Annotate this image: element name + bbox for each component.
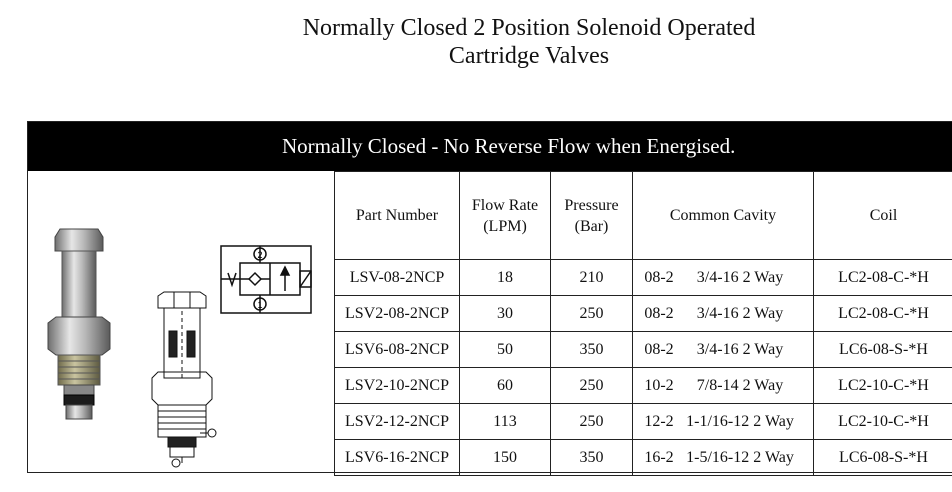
flow-rate-cell: 113 <box>460 404 551 440</box>
table-row <box>335 368 952 404</box>
cavity-code: 08-2 <box>644 340 674 358</box>
cavity-code: 10-2 <box>644 376 674 394</box>
cartridge-photo-icon <box>48 229 110 419</box>
port-2-label: 2 <box>257 250 263 260</box>
pressure-cell: 250 <box>551 296 633 332</box>
flow-rate-cell: 30 <box>460 296 551 332</box>
product-panel <box>27 121 952 473</box>
header-pressure-line1: Pressure <box>564 196 619 214</box>
pressure-cell: 250 <box>551 368 633 404</box>
cavity-code: 08-2 <box>644 268 674 286</box>
table-header-row <box>335 172 952 260</box>
header-part-number: Part Number <box>335 172 460 260</box>
coil-cell: LC2-10-C-*H <box>814 368 952 404</box>
pressure-cell: 250 <box>551 404 633 440</box>
table-row <box>335 260 952 296</box>
coil-cell: LC2-10-C-*H <box>814 404 952 440</box>
part-number-cell: LSV6-08-2NCP <box>335 332 460 368</box>
title-line-2: Cartridge Valves <box>448 43 610 69</box>
part-number-cell: LSV2-08-2NCP <box>335 296 460 332</box>
part-number-cell: LSV2-10-2NCP <box>335 368 460 404</box>
pressure-cell: 350 <box>551 332 633 368</box>
part-number-cell: LSV-08-2NCP <box>335 260 460 296</box>
header-common-cavity: Common Cavity <box>633 172 814 260</box>
cavity-cell <box>633 368 814 404</box>
page-title <box>0 14 952 70</box>
cross-section-icon <box>152 292 216 467</box>
table-row <box>335 296 952 332</box>
coil-cell: LC2-08-C-*H <box>814 296 952 332</box>
header-flow-rate <box>460 172 551 260</box>
port-1-label: 1 <box>257 300 263 310</box>
cavity-code: 16-2 <box>644 448 674 466</box>
cavity-code: 12-2 <box>644 412 674 430</box>
table-row <box>335 332 952 368</box>
coil-cell: LC2-08-C-*H <box>814 260 952 296</box>
pressure-cell: 350 <box>551 440 633 476</box>
coil-cell: LC6-08-S-*H <box>814 332 952 368</box>
header-flow-rate-line1: Flow Rate <box>471 196 539 214</box>
pressure-cell: 210 <box>551 260 633 296</box>
cavity-cell <box>633 440 814 476</box>
part-number-cell: LSV2-12-2NCP <box>335 404 460 440</box>
flow-rate-cell: 150 <box>460 440 551 476</box>
cavity-thread: 3/4-16 2 Way <box>696 268 784 286</box>
valve-illustration <box>28 171 334 473</box>
hydraulic-symbol-icon <box>221 246 311 313</box>
cavity-thread: 1-1/16-12 2 Way <box>686 412 794 430</box>
header-coil: Coil <box>814 172 952 260</box>
cavity-cell <box>633 296 814 332</box>
spec-table <box>334 171 952 476</box>
cavity-cell <box>633 404 814 440</box>
cavity-thread: 3/4-16 2 Way <box>696 304 784 322</box>
coil-cell: LC6-08-S-*H <box>814 440 952 476</box>
cavity-thread: 3/4-16 2 Way <box>696 340 784 358</box>
flow-rate-cell: 50 <box>460 332 551 368</box>
banner-text: Normally Closed - No Reverse Flow when Energised. <box>282 134 736 158</box>
cavity-thread: 1-5/16-12 2 Way <box>686 448 794 466</box>
header-flow-rate-line2: (LPM) <box>483 217 527 235</box>
cavity-thread: 7/8-14 2 Way <box>696 376 784 394</box>
part-number-cell: LSV6-16-2NCP <box>335 440 460 476</box>
table-row <box>335 404 952 440</box>
flow-rate-cell: 18 <box>460 260 551 296</box>
header-pressure-line2: (Bar) <box>574 217 609 235</box>
banner <box>28 122 952 171</box>
flow-rate-cell: 60 <box>460 368 551 404</box>
table-row <box>335 440 952 476</box>
cavity-cell <box>633 332 814 368</box>
cavity-cell <box>633 260 814 296</box>
cavity-code: 08-2 <box>644 304 674 322</box>
title-line-1: Normally Closed 2 Position Solenoid Operated <box>302 15 756 41</box>
header-pressure <box>551 172 633 260</box>
